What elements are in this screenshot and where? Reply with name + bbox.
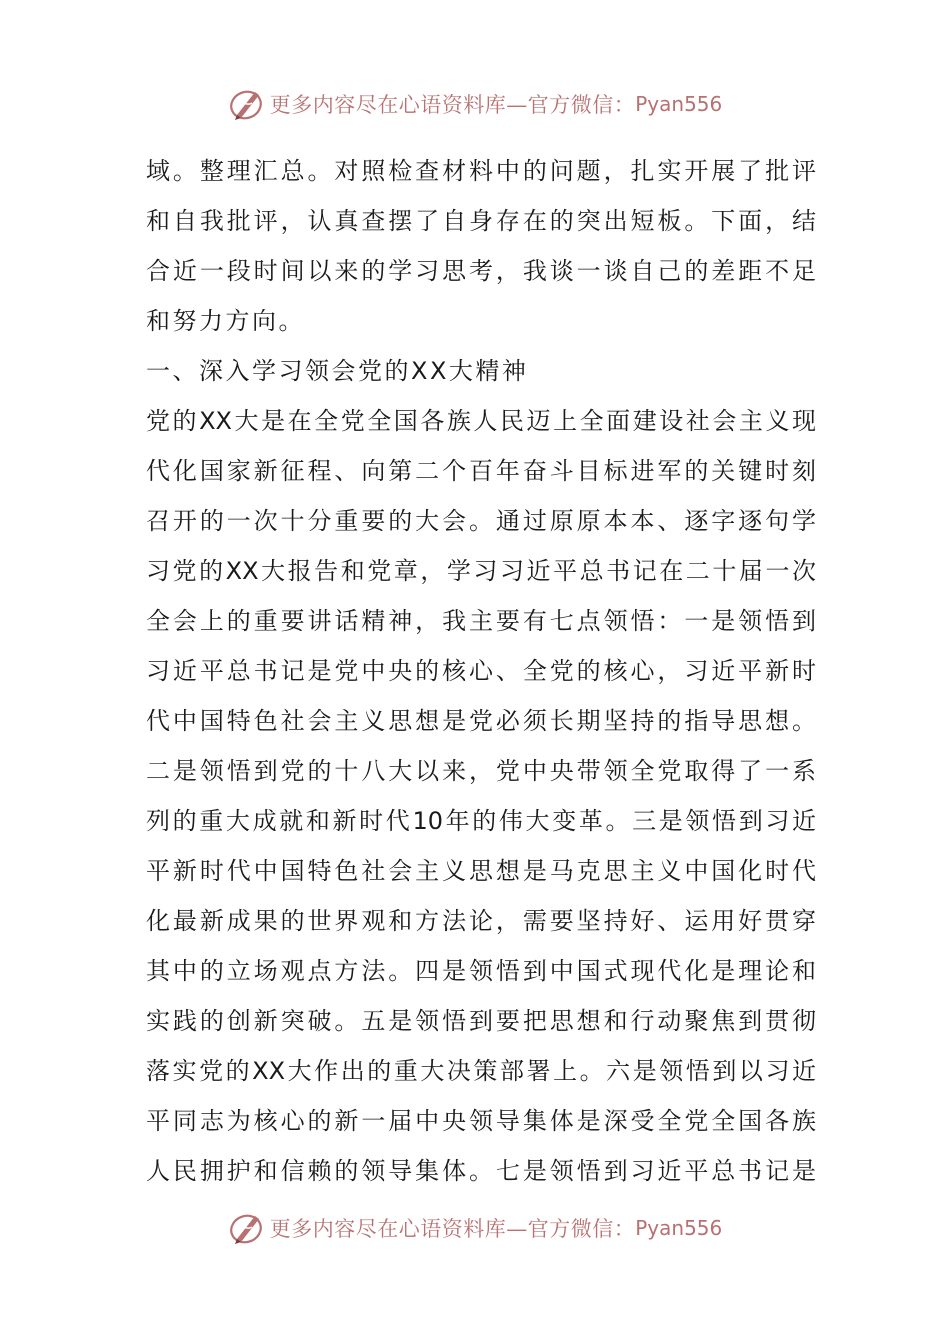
body-line: 全会上的重要讲话精神，我主要有七点领悟：一是领悟到: [146, 607, 816, 635]
watermark-text: 更多内容尽在心语资料库—官方微信：: [269, 93, 636, 117]
footer-watermark: [0, 1208, 950, 1248]
body-line: 平同志为核心的新一届中央领导集体是深受全党全国各族: [146, 1107, 816, 1135]
body-line: 化最新成果的世界观和方法论，需要坚持好、运用好贯穿: [146, 907, 816, 935]
watermark-wechat-id: Pyan556: [635, 92, 723, 116]
body-line: 代化国家新征程、向第二个百年奋斗目标进军的关键时刻: [146, 457, 816, 485]
body-line: 代中国特色社会主义思想是党必须长期坚持的指导思想。: [146, 707, 816, 735]
body-line: 人民拥护和信赖的领导集体。七是领悟到习近平总书记是: [146, 1157, 816, 1185]
body-line: 和自我批评，认真查摆了自身存在的突出短板。下面，结: [146, 207, 816, 235]
body-line: 习党的XX大报告和党章，学习习近平总书记在二十届一次: [146, 557, 816, 585]
body-line: 召开的一次十分重要的大会。通过原原本本、逐字逐句学: [146, 507, 816, 535]
body-line: 党的XX大是在全党全国各族人民迈上全面建设社会主义现: [146, 407, 816, 435]
body-line: 域。整理汇总。对照检查材料中的问题，扎实开展了批评: [146, 157, 816, 185]
body-line: 实践的创新突破。五是领悟到要把思想和行动聚焦到贯彻: [146, 1007, 816, 1035]
section-heading: 一、深入学习领会党的XX大精神: [146, 357, 529, 385]
document-body: [146, 146, 816, 1196]
header-watermark: [0, 84, 950, 124]
pen-logo-icon: [228, 84, 268, 124]
body-line: 其中的立场观点方法。四是领悟到中国式现代化是理论和: [146, 957, 816, 985]
body-line: 列的重大成就和新时代10年的伟大变革。三是领悟到习近: [146, 807, 816, 835]
body-line: 落实党的XX大作出的重大决策部署上。六是领悟到以习近: [146, 1057, 816, 1085]
body-line: 合近一段时间以来的学习思考，我谈一谈自己的差距不足: [146, 257, 816, 285]
watermark-wechat-id: Pyan556: [635, 1216, 723, 1240]
pen-logo-icon: [228, 1208, 268, 1248]
body-line: 二是领悟到党的十八大以来，党中央带领全党取得了一系: [146, 757, 816, 785]
body-line: 和努力方向。: [146, 307, 305, 335]
body-line: 平新时代中国特色社会主义思想是马克思主义中国化时代: [146, 857, 816, 885]
body-line: 习近平总书记是党中央的核心、全党的核心，习近平新时: [146, 657, 816, 685]
watermark-text: 更多内容尽在心语资料库—官方微信：: [269, 1217, 636, 1241]
